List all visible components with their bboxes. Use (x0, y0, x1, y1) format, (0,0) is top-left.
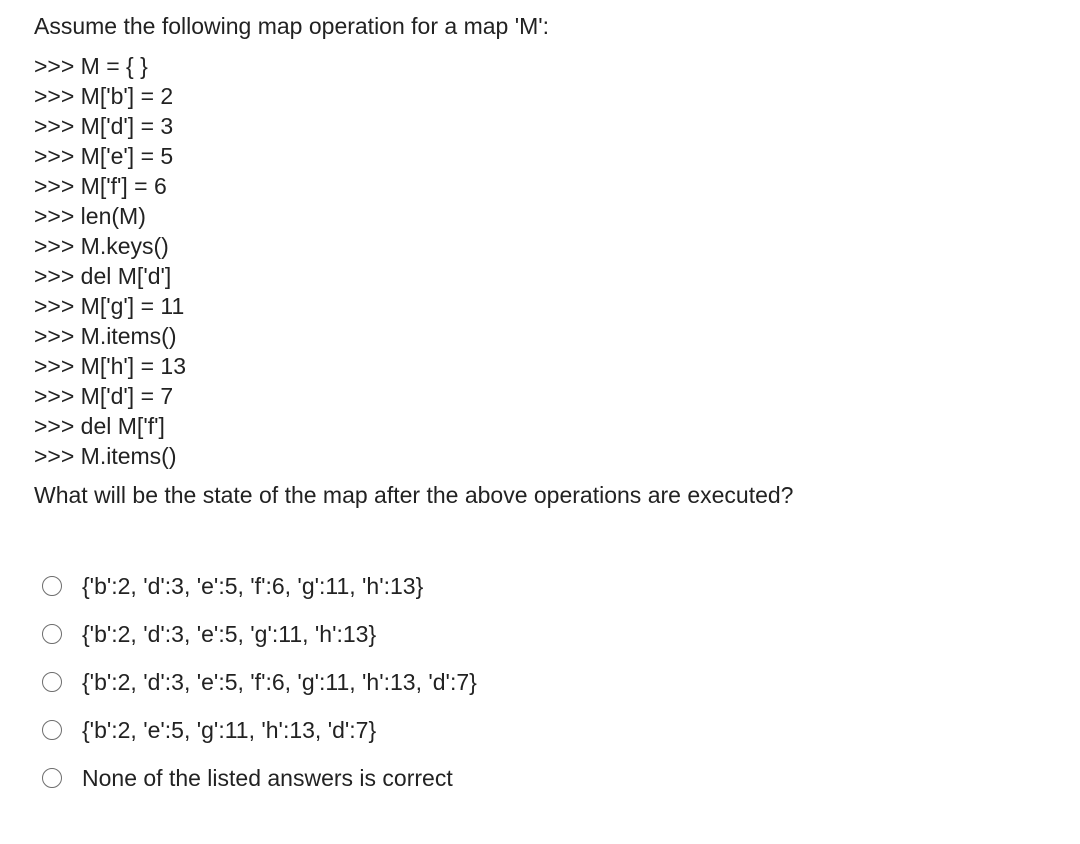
code-line: >>> len(M) (34, 203, 146, 229)
code-line: >>> M = { } (34, 53, 148, 79)
code-line: >>> M.keys() (34, 233, 169, 259)
code-line: >>> M['h'] = 13 (34, 353, 186, 379)
answer-option-1[interactable] (42, 562, 477, 610)
radio-button[interactable] (42, 768, 62, 788)
answer-option-2[interactable] (42, 610, 477, 658)
question-text: What will be the state of the map after the above operations are executed? (34, 482, 794, 508)
answer-option-3[interactable] (42, 658, 477, 706)
code-line: >>> M['e'] = 5 (34, 143, 174, 169)
answer-option-label[interactable]: {'b':2, 'd':3, 'e':5, 'g':11, 'h':13} (82, 621, 377, 647)
radio-button[interactable] (42, 720, 62, 740)
answer-option-label[interactable]: {'b':2, 'd':3, 'e':5, 'f':6, 'g':11, 'h':13, 'd':7} (82, 669, 477, 695)
answer-option-label[interactable]: {'b':2, 'e':5, 'g':11, 'h':13, 'd':7} (82, 717, 377, 743)
code-line: >>> M.items() (34, 443, 177, 469)
code-line: >>> del M['d'] (34, 263, 172, 289)
answer-option-4[interactable] (42, 706, 477, 754)
answer-option-5[interactable] (42, 754, 477, 802)
code-line: >>> M.items() (34, 323, 177, 349)
answer-option-label[interactable]: {'b':2, 'd':3, 'e':5, 'f':6, 'g':11, 'h':13} (82, 573, 424, 599)
radio-button[interactable] (42, 624, 62, 644)
code-line: >>> M['d'] = 3 (34, 113, 174, 139)
answer-options (42, 562, 477, 802)
code-line: >>> M['f'] = 6 (34, 173, 167, 199)
code-block (34, 51, 186, 471)
radio-button[interactable] (42, 672, 62, 692)
code-line: >>> M['d'] = 7 (34, 383, 174, 409)
question-intro: Assume the following map operation for a map 'M': (34, 13, 550, 39)
radio-button[interactable] (42, 576, 62, 596)
code-line: >>> M['g'] = 11 (34, 293, 185, 319)
code-line: >>> M['b'] = 2 (34, 83, 174, 109)
code-line: >>> del M['f'] (34, 413, 165, 439)
answer-option-label[interactable]: None of the listed answers is correct (82, 765, 453, 791)
